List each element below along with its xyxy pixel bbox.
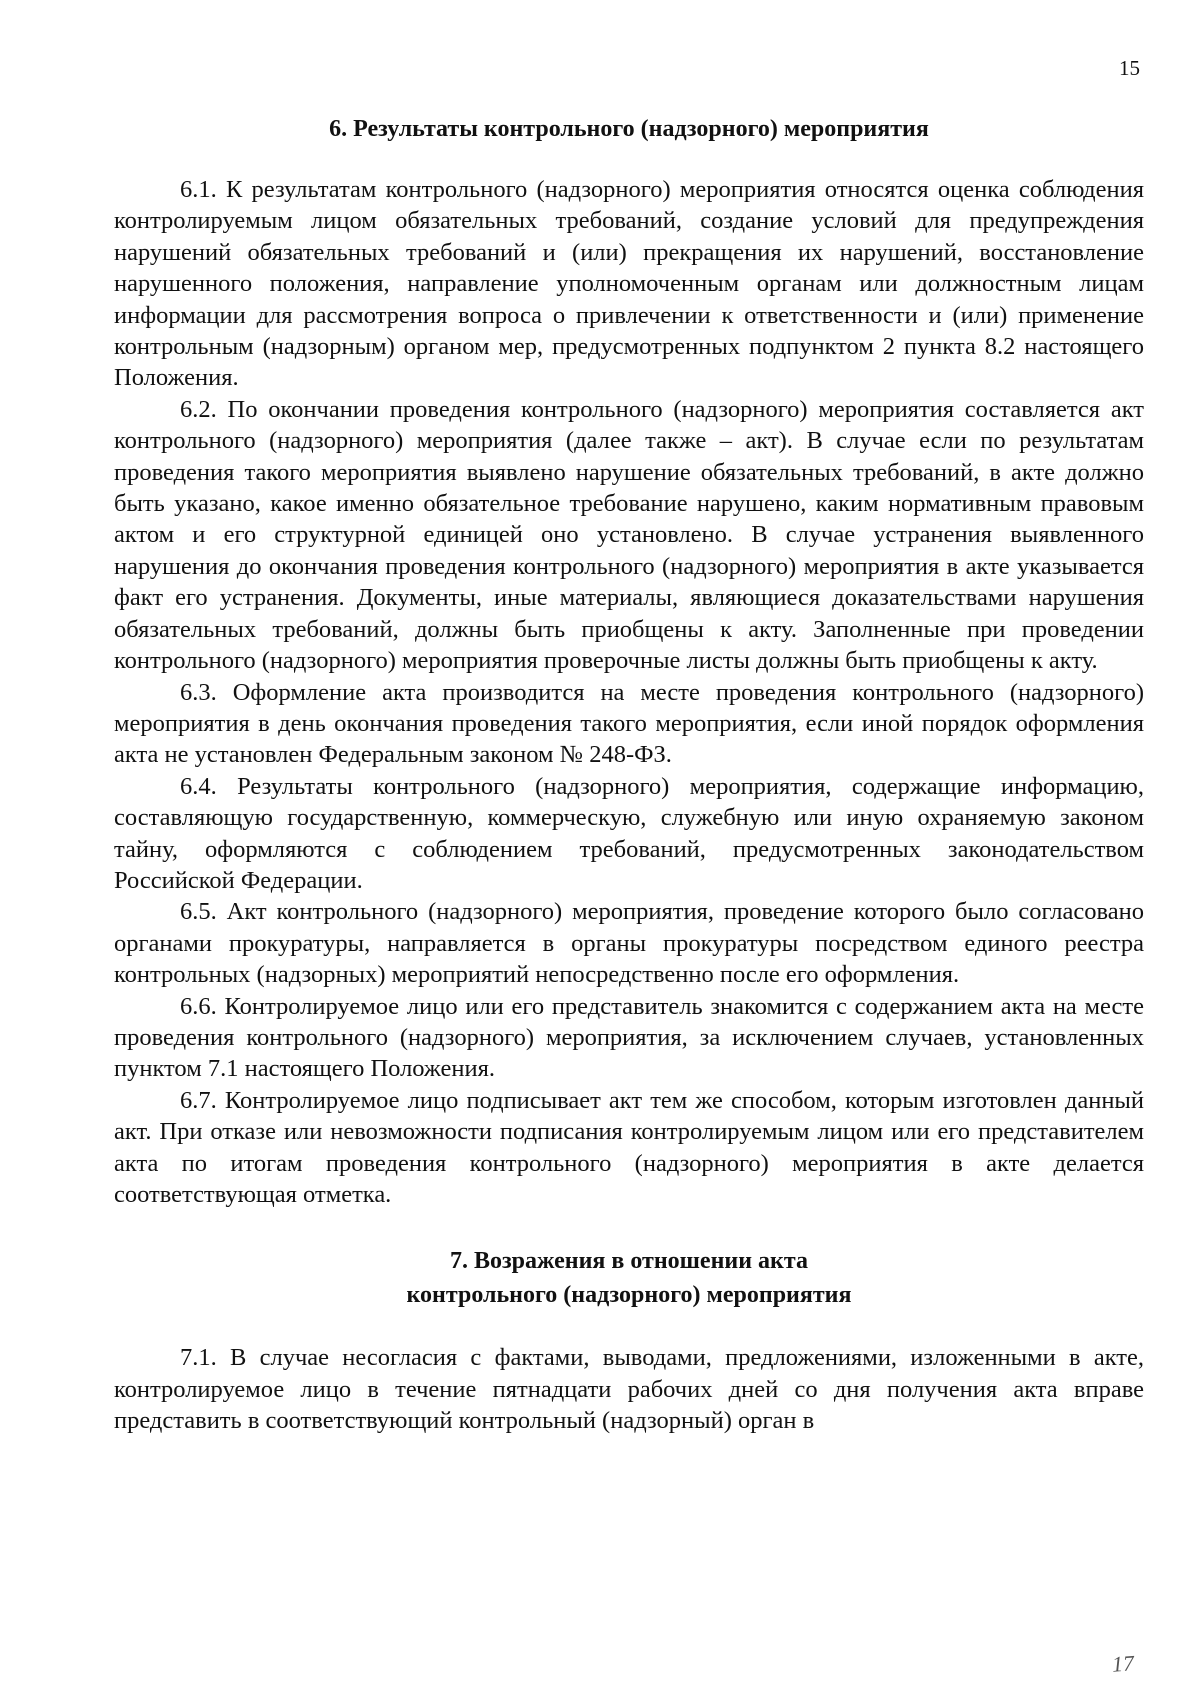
paragraph-6-2: 6.2. По окончании проведения контрольного (надзорного) мероприятия составляется акт контрольного (надзорного) мероприятия (далее также – акт). В случае если по результатам проведения такого мероприятия выявлено нарушение обязательных требований, в акте должно быть указано, какое именно обязательное требование нарушено, каким нормативным правовым актом и его структурной единицей оно установлено. В случае устранения выявленного нарушения до окончания проведения контрольного (надзорного) мероприятия в акте указывается факт его устранения. Документы, иные материалы, являющиеся доказательствами нарушения обязательных требований, должны быть приобщены к акту. Заполненные при проведении контрольного (надзорного) мероприятия проверочные листы должны быть приобщены к акту. (114, 395, 1144, 675)
section-6-title (114, 112, 1144, 146)
paragraph-6-3: 6.3. Оформление акта производится на месте проведения контрольного (надзорного) мероприятия в день окончания проведения такого мероприятия, если иной порядок оформления акта не установлен Федеральным законом № 248-ФЗ. (114, 678, 1144, 769)
section-6-title-text: 6. Результаты контрольного (надзорного) мероприятия (329, 116, 929, 142)
document-body (114, 112, 1144, 1437)
paragraph-6-7: 6.7. Контролируемое лицо подписывает акт тем же способом, которым изготовлен данный акт. При отказе или невозможности подписания контролируемым лицом или его представителем акта по итогам проведения контрольного (надзорного) мероприятия в акте делается соответствующая отметка. (114, 1086, 1144, 1208)
section-7-title-line-2: контрольного (надзорного) мероприятия (406, 1282, 852, 1309)
section-7-title-line-1: 7. Возражения в отношении акта (450, 1248, 808, 1275)
handwritten-page-mark: 17 (1111, 1650, 1135, 1677)
paragraph-6-5: 6.5. Акт контрольного (надзорного) мероприятия, проведение которого было согласовано органами прокуратуры, направляется в органы прокуратуры посредством единого реестра контрольных (надзорных) мероприятий непосредственно после его оформления. (114, 898, 1144, 989)
page-number: 15 (1119, 56, 1140, 80)
paragraph-6-4: 6.4. Результаты контрольного (надзорного) мероприятия, содержащие информацию, составляющую государственную, коммерческую, служебную или иную охраняемую законом тайну, оформляются с соблюдением требований, предусмотренных законодательством Российской Федерации. (114, 772, 1144, 894)
section-7-title (114, 1244, 1144, 1312)
paragraph-6-1: 6.1. К результатам контрольного (надзорного) мероприятия относятся оценка соблюдения контролируемым лицом обязательных требований, создание условий для предупреждения нарушений обязательных требований и (или) прекращения их нарушений, восстановление нарушенного положения, направление уполномоченным органам или должностным лицам информации для рассмотрения вопроса о привлечении к ответственности и (или) применение контрольным (надзорным) органом мер, предусмотренных подпунктом 2 пункта 8.2 настоящего Положения. (114, 176, 1144, 392)
paragraph-6-6: 6.6. Контролируемое лицо или его представитель знакомится с содержанием акта на месте проведения контрольного (надзорного) мероприятия, за исключением случаев, установленных пунктом 7.1 настоящего Положения. (114, 992, 1144, 1083)
paragraph-7-1: 7.1. В случае несогласия с фактами, выводами, предложениями, изложенными в акте, контролируемое лицо в течение пятнадцати рабочих дней со дня получения акта вправе представить в соответствующий контрольный (надзорный) орган в (114, 1344, 1144, 1435)
